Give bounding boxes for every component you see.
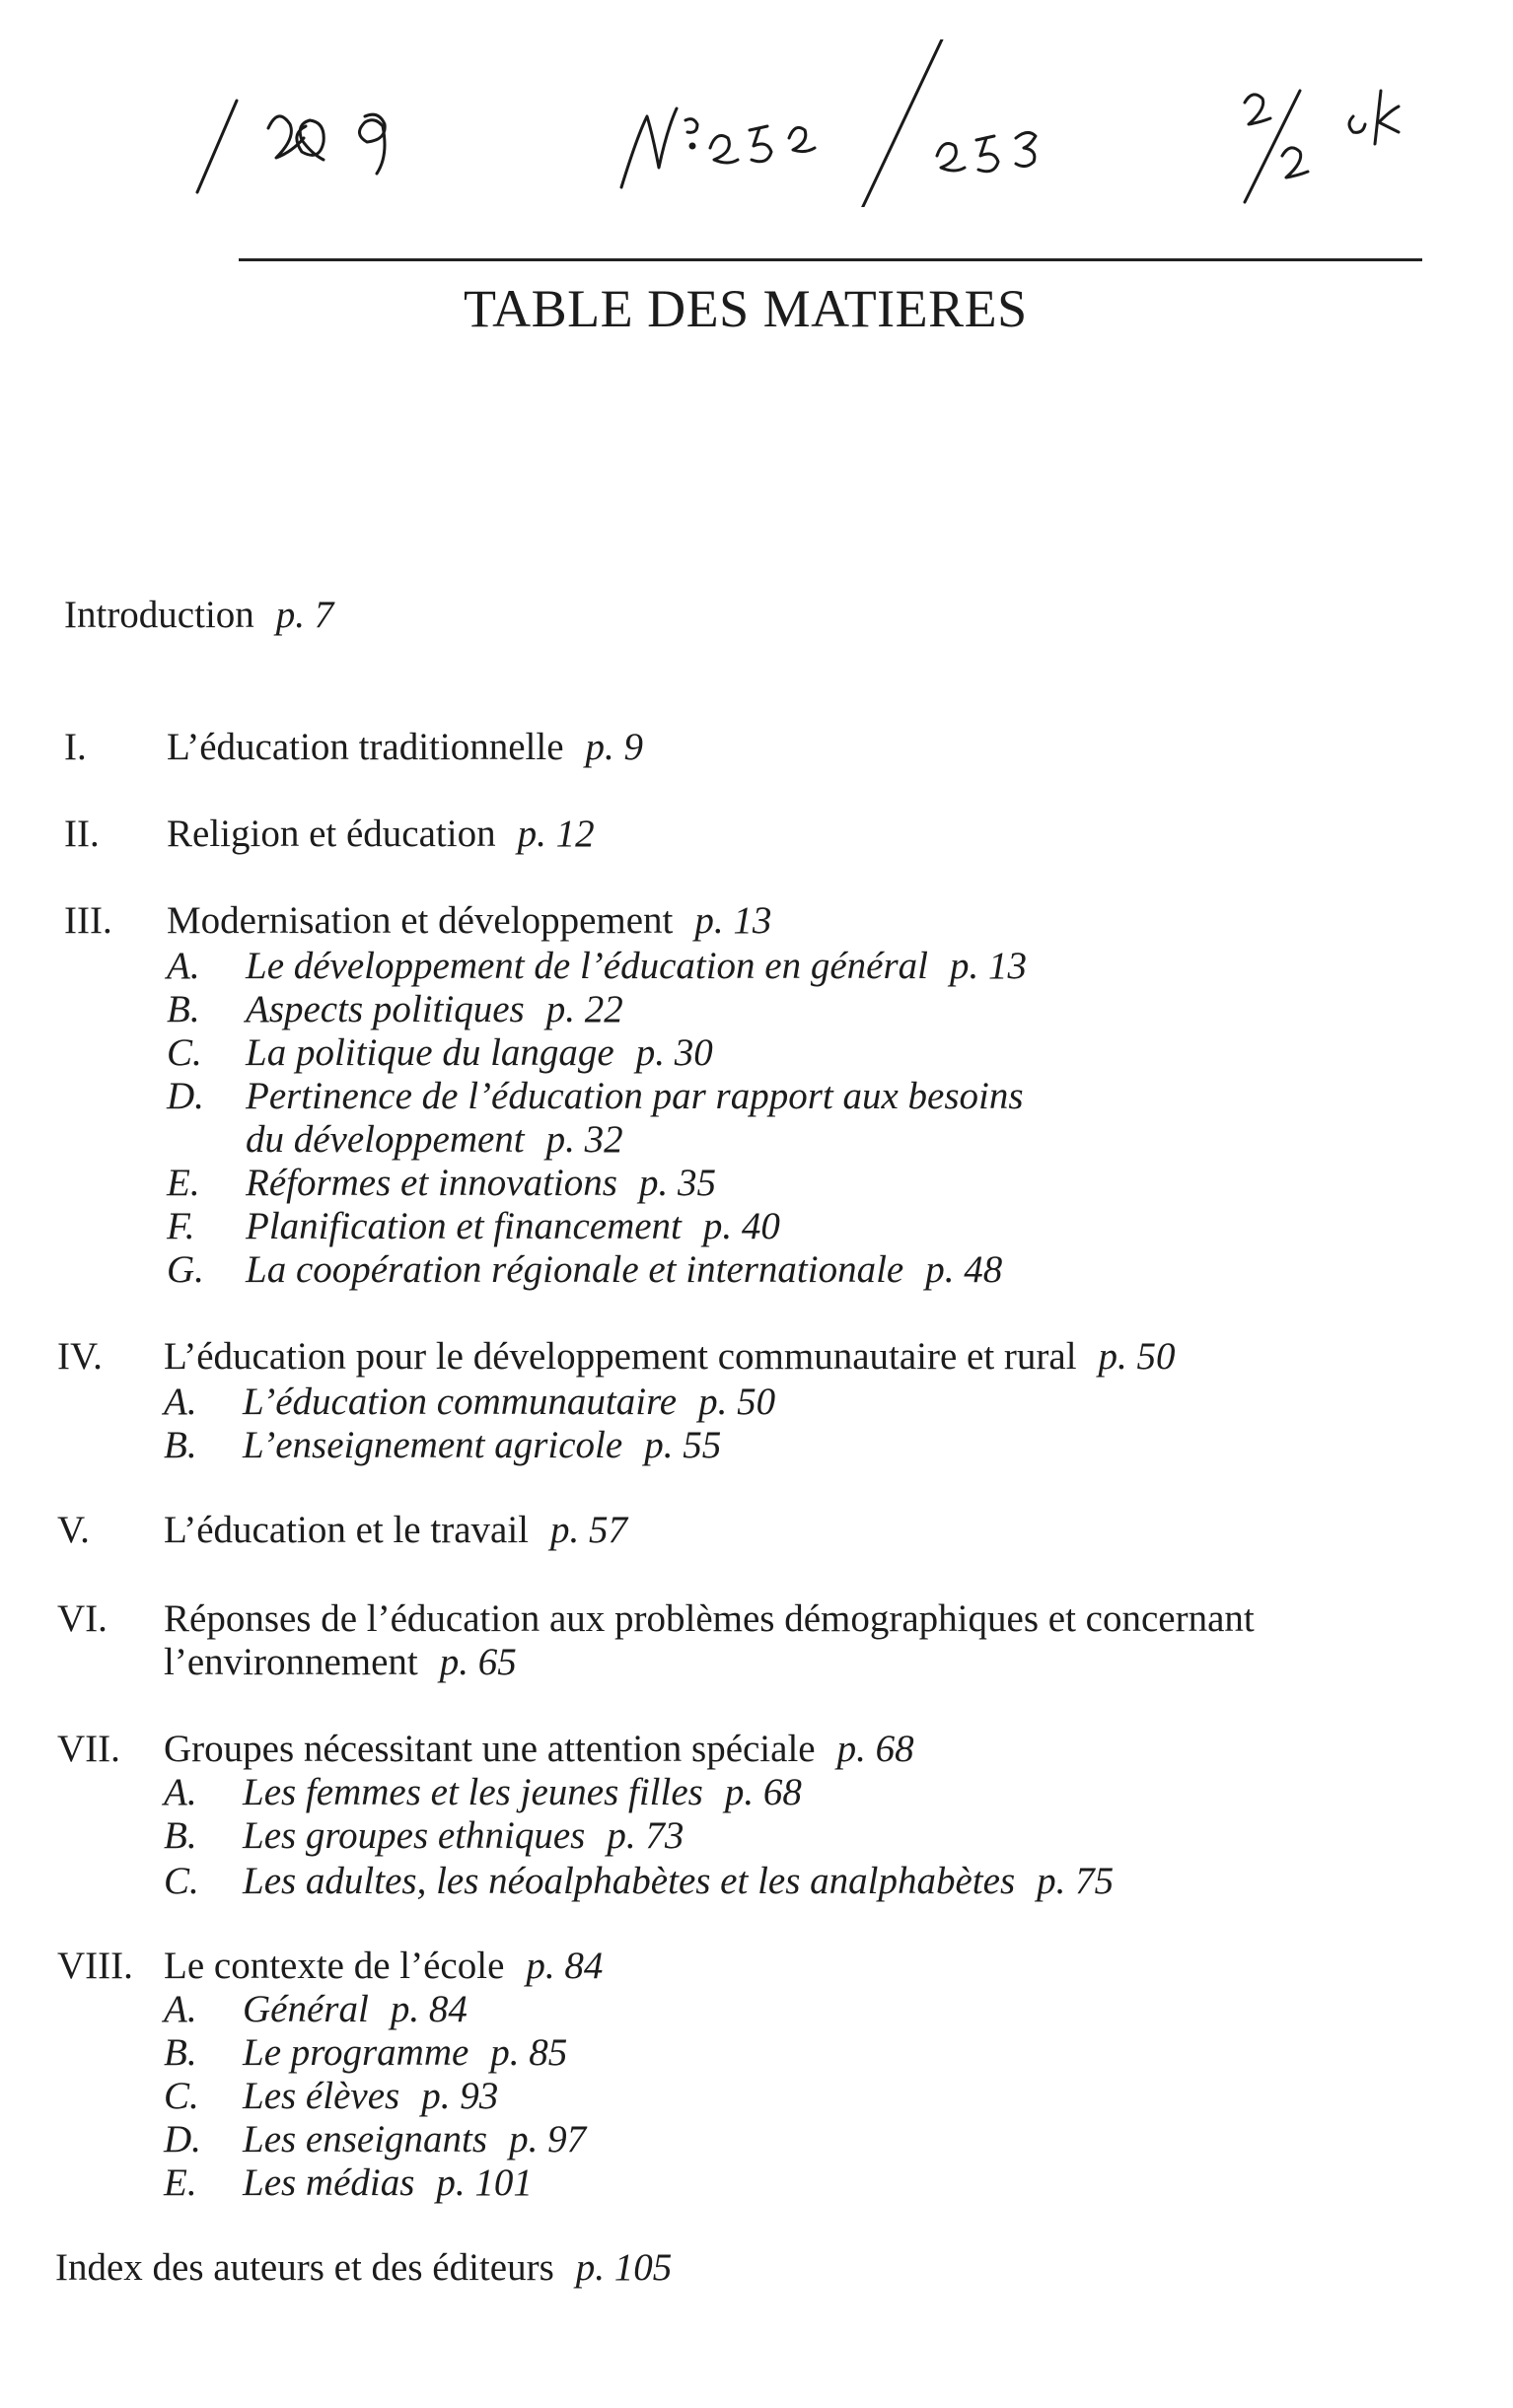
toc-sub-title: Réformes et innovations bbox=[246, 1162, 617, 1204]
toc-section-page: p. 12 bbox=[517, 813, 595, 855]
toc-section-title: L’éducation traditionnelle bbox=[167, 726, 564, 768]
toc-sub-page: p. 40 bbox=[702, 1205, 780, 1247]
toc-sub-letter: A. bbox=[164, 1771, 197, 1813]
toc-introduction-label: Introduction bbox=[64, 594, 254, 636]
header-rule bbox=[239, 258, 1422, 261]
toc-sub-title: Planification et financement bbox=[246, 1205, 682, 1247]
toc-sub-letter: A. bbox=[164, 1988, 197, 2030]
toc-subsection bbox=[164, 1424, 721, 1467]
toc-introduction-page: p. 7 bbox=[275, 594, 334, 636]
toc-sub-page: p. 68 bbox=[724, 1771, 802, 1813]
toc-section-8 bbox=[57, 1945, 603, 1988]
toc-subsection bbox=[167, 988, 623, 1031]
toc-subsection bbox=[167, 1075, 1024, 1118]
toc-subsection bbox=[164, 1988, 468, 2031]
toc-introduction bbox=[64, 594, 333, 637]
toc-section-title: Groupes nécessitant une attention spéciale bbox=[164, 1728, 816, 1770]
toc-sub-letter: B. bbox=[167, 988, 200, 1030]
toc-sub-page: p. 30 bbox=[635, 1031, 713, 1074]
toc-sub-letter: C. bbox=[164, 1860, 199, 1902]
toc-section-page: p. 9 bbox=[585, 726, 644, 768]
toc-sub-title: L’enseignement agricole bbox=[243, 1424, 623, 1466]
toc-section-5 bbox=[57, 1509, 627, 1552]
toc-subsection-continued bbox=[246, 1118, 623, 1162]
toc-sub-page: p. 73 bbox=[607, 1814, 684, 1857]
toc-section-title: L’éducation pour le développement communautaire et rural bbox=[164, 1335, 1077, 1378]
toc-section-title-continued: l’environnement bbox=[164, 1641, 418, 1683]
toc-section-4 bbox=[57, 1335, 1176, 1379]
toc-sub-letter: G. bbox=[167, 1248, 204, 1291]
toc-section-number: VII. bbox=[57, 1728, 120, 1770]
toc-subsection bbox=[164, 2031, 567, 2075]
toc-sub-page: p. 48 bbox=[925, 1248, 1003, 1291]
toc-section-title: Réponses de l’éducation aux problèmes démographiques et concernant bbox=[164, 1597, 1255, 1640]
toc-section-6 bbox=[57, 1597, 1255, 1641]
toc-section-page: p. 65 bbox=[439, 1641, 517, 1683]
toc-index-page: p. 105 bbox=[575, 2246, 673, 2289]
toc-sub-page: p. 50 bbox=[698, 1381, 776, 1423]
toc-sub-title: Pertinence de l’éducation par rapport aux besoins bbox=[246, 1075, 1024, 1117]
toc-sub-page: p. 22 bbox=[545, 988, 623, 1030]
toc-sub-page: p. 35 bbox=[638, 1162, 716, 1204]
toc-section-title: Modernisation et développement bbox=[167, 899, 674, 942]
toc-section-number: III. bbox=[64, 899, 112, 942]
toc-sub-letter: B. bbox=[164, 2031, 197, 2074]
toc-sub-title: L’éducation communautaire bbox=[243, 1381, 678, 1423]
toc-sub-page: p. 84 bbox=[390, 1988, 468, 2030]
toc-sub-letter: E. bbox=[167, 1162, 200, 1204]
toc-sub-title: Le développement de l’éducation en général bbox=[246, 945, 929, 987]
toc-sub-title: Les groupes ethniques bbox=[243, 1814, 586, 1857]
toc-section-number: II. bbox=[64, 813, 100, 855]
toc-section-6-continued bbox=[164, 1641, 517, 1684]
toc-subsection bbox=[164, 2118, 586, 2161]
toc-subsection bbox=[164, 1814, 684, 1858]
toc-subsection bbox=[164, 2161, 533, 2205]
toc-section-page: p. 57 bbox=[550, 1509, 627, 1551]
toc-sub-title: Les enseignants bbox=[243, 2118, 488, 2160]
toc-sub-page: p. 93 bbox=[421, 2075, 499, 2117]
toc-subsection bbox=[164, 1381, 775, 1424]
toc-section-page: p. 68 bbox=[836, 1728, 914, 1770]
toc-subsection bbox=[167, 1162, 716, 1205]
toc-section-title: L’éducation et le travail bbox=[164, 1509, 529, 1551]
toc-subsection bbox=[164, 2075, 498, 2118]
toc-sub-title: La politique du langage bbox=[246, 1031, 614, 1074]
toc-section-number: VI. bbox=[57, 1597, 108, 1640]
toc-sub-title: Les femmes et les jeunes filles bbox=[243, 1771, 703, 1813]
toc-section-page: p. 50 bbox=[1098, 1335, 1176, 1378]
toc-section-3 bbox=[64, 899, 771, 943]
toc-subsection bbox=[164, 1860, 1114, 1903]
toc-subsection bbox=[167, 1031, 713, 1075]
toc-subsection bbox=[167, 1248, 1002, 1292]
toc-section-page: p. 84 bbox=[526, 1945, 604, 1987]
toc-index-label: Index des auteurs et des éditeurs bbox=[55, 2246, 554, 2289]
toc-section-number: V. bbox=[57, 1509, 90, 1551]
toc-section-title: Religion et éducation bbox=[167, 813, 496, 855]
toc-section-7 bbox=[57, 1728, 914, 1771]
toc-sub-letter: D. bbox=[167, 1075, 204, 1117]
toc-section-number: IV. bbox=[57, 1335, 103, 1378]
toc-sub-title: La coopération régionale et internationale bbox=[246, 1248, 904, 1291]
toc-sub-title-continued: du développement bbox=[246, 1118, 525, 1161]
toc-subsection bbox=[167, 945, 1027, 988]
toc-section-1 bbox=[64, 726, 643, 769]
toc-subsection bbox=[167, 1205, 780, 1248]
handwritten-annotation bbox=[0, 39, 1513, 207]
toc-subsection bbox=[164, 1771, 802, 1814]
toc-index bbox=[55, 2246, 672, 2290]
page-title: TABLE DES MATIERES bbox=[464, 279, 1028, 338]
toc-sub-page: p. 101 bbox=[436, 2161, 533, 2204]
toc-section-2 bbox=[64, 813, 595, 856]
toc-sub-title: Les élèves bbox=[243, 2075, 400, 2117]
toc-sub-title: Le programme bbox=[243, 2031, 469, 2074]
toc-sub-title: Les médias bbox=[243, 2161, 415, 2204]
toc-sub-letter: B. bbox=[164, 1424, 197, 1466]
toc-sub-title: Les adultes, les néoalphabètes et les analphabètes bbox=[243, 1860, 1016, 1902]
toc-sub-title: Général bbox=[243, 1988, 369, 2030]
toc-sub-letter: C. bbox=[164, 2075, 199, 2117]
toc-sub-letter: E. bbox=[164, 2161, 197, 2204]
toc-sub-letter: F. bbox=[167, 1205, 195, 1247]
toc-sub-letter: A. bbox=[167, 945, 200, 987]
toc-sub-page: p. 75 bbox=[1037, 1860, 1115, 1902]
toc-sub-page: p. 97 bbox=[509, 2118, 587, 2160]
toc-section-page: p. 13 bbox=[694, 899, 772, 942]
toc-section-number: VIII. bbox=[57, 1945, 133, 1987]
toc-sub-letter: B. bbox=[164, 1814, 197, 1857]
toc-section-title: Le contexte de l’école bbox=[164, 1945, 505, 1987]
toc-sub-letter: A. bbox=[164, 1381, 197, 1423]
toc-sub-letter: D. bbox=[164, 2118, 201, 2160]
toc-sub-page: p. 32 bbox=[545, 1118, 623, 1161]
toc-section-number: I. bbox=[64, 726, 87, 768]
toc-sub-title: Aspects politiques bbox=[246, 988, 525, 1030]
toc-sub-page: p. 55 bbox=[644, 1424, 722, 1466]
toc-sub-page: p. 85 bbox=[490, 2031, 568, 2074]
toc-sub-letter: C. bbox=[167, 1031, 202, 1074]
toc-sub-page: p. 13 bbox=[950, 945, 1028, 987]
